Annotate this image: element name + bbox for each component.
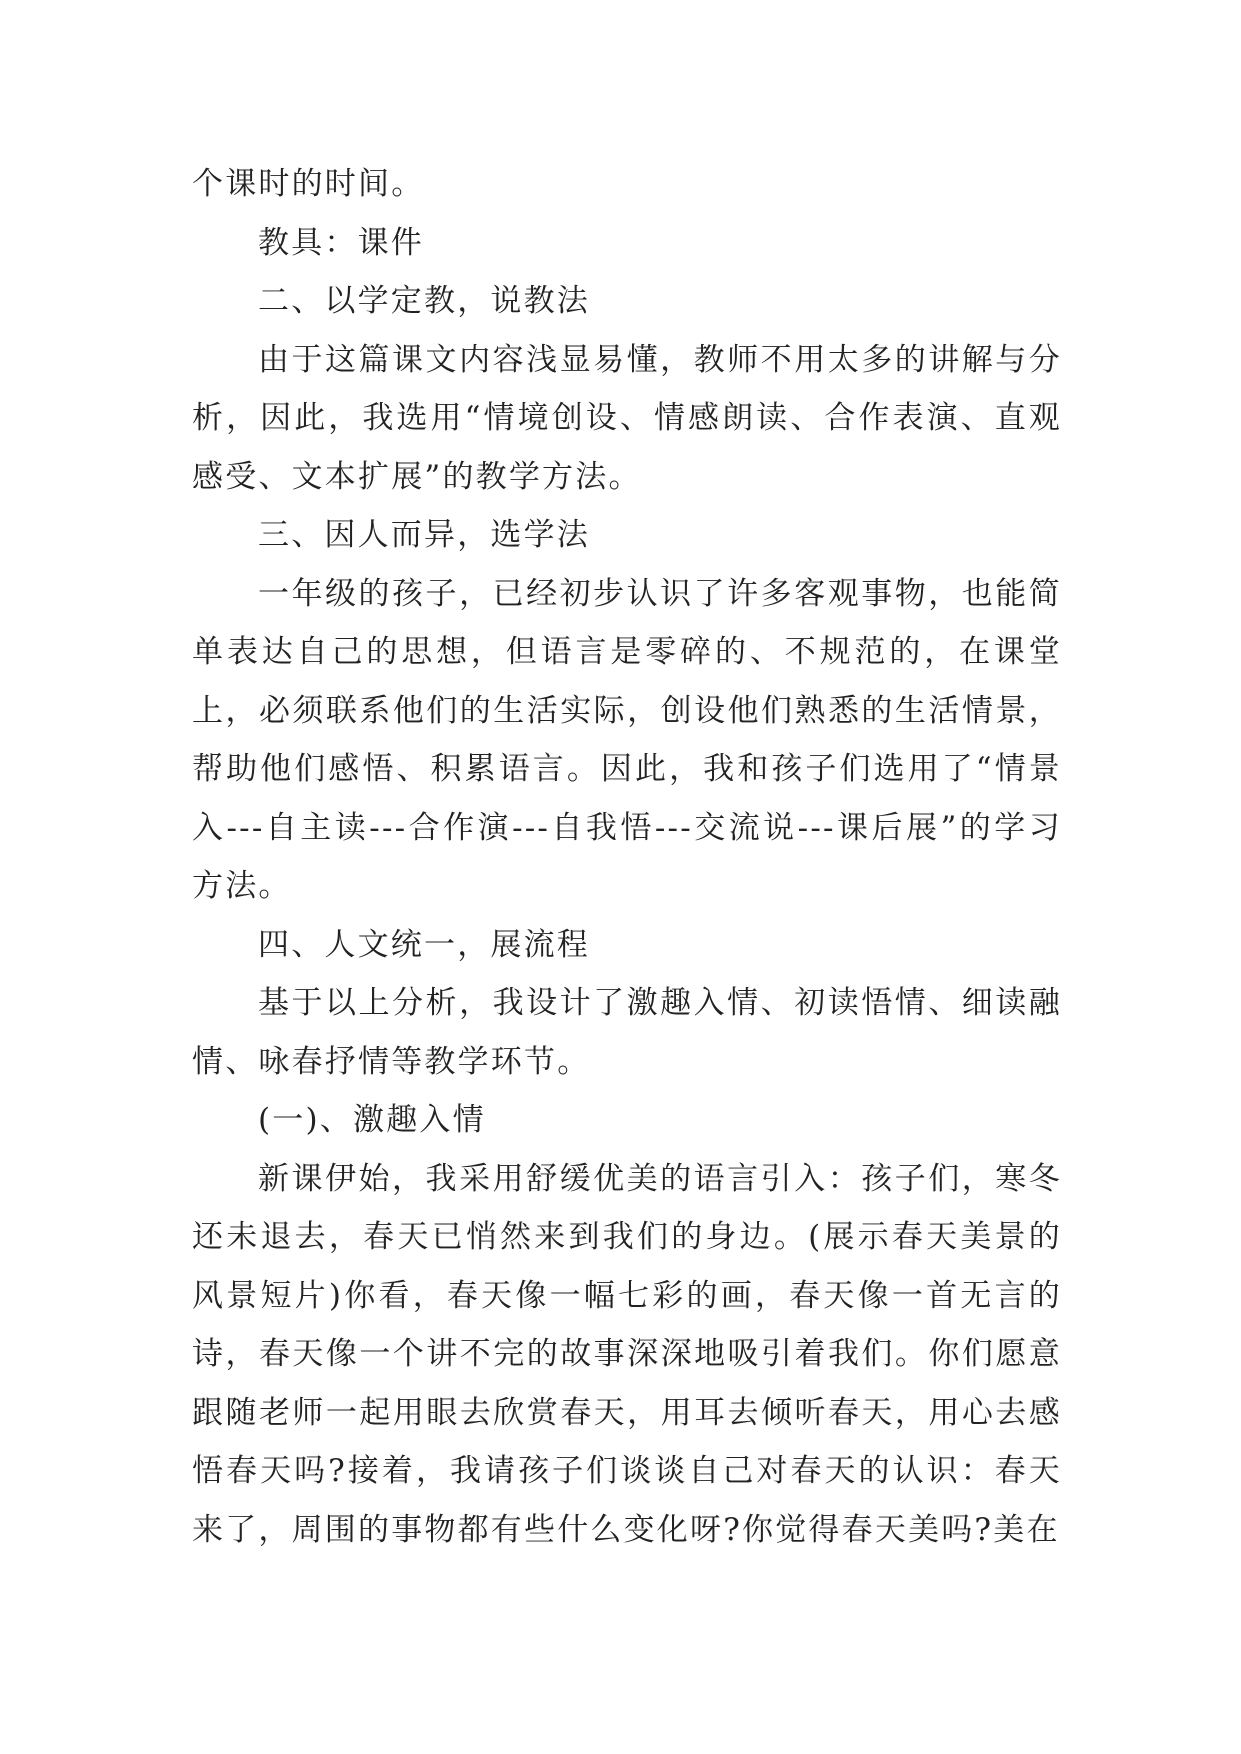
paragraph: 由于这篇课文内容浅显易懂，教师不用太多的讲解与分析，因此，我选用“情境创设、情感朗读、合作表演、直观感受、文本扩展”的教学方法。 bbox=[192, 341, 1062, 495]
paragraph: 基于以上分析，我设计了激趣入情、初读悟情、细读融情、咏春抒情等教学环节。 bbox=[192, 985, 1062, 1080]
paragraph: 新课伊始，我采用舒缓优美的语言引入：孩子们，寒冬还未退去，春天已悄然来到我们的身边。(展示春天美景的风景短片)你看，春天像一幅七彩的画，春天像一首无言的诗，春天像一个讲不完的故事深深地吸引着我们。你们愿意跟随老师一起用眼去欣赏春天，用耳去倾听春天，用心去感悟春天吗?接着，我请孩子们谈谈自己对春天的认识：春天来了，周围的事物都有些什么变化呀?你觉得春天美吗?美在 bbox=[192, 1160, 1062, 1548]
document-body bbox=[192, 155, 1062, 1559]
section-heading: 四、人文统一，展流程 bbox=[258, 926, 590, 963]
paragraph: 个课时的时间。 bbox=[192, 166, 425, 202]
subsection-heading: (一)、激趣入情 bbox=[258, 1102, 486, 1138]
section-heading: 二、以学定教，说教法 bbox=[258, 283, 590, 319]
paragraph: 一年级的孩子，已经初步认识了许多客观事物，也能简单表达自己的思想，但语言是零碎的、不规范的，在课堂上，必须联系他们的生活实际，创设他们熟悉的生活情景，帮助他们感悟、积累语言。因此，我和孩子们选用了“情景入---自主读---合作演---自我悟---交流说---课后展”的学习方法。 bbox=[192, 575, 1062, 904]
section-heading: 三、因人而异，选学法 bbox=[258, 517, 590, 553]
paragraph-teaching-aids: 教具：课件 bbox=[258, 224, 424, 261]
